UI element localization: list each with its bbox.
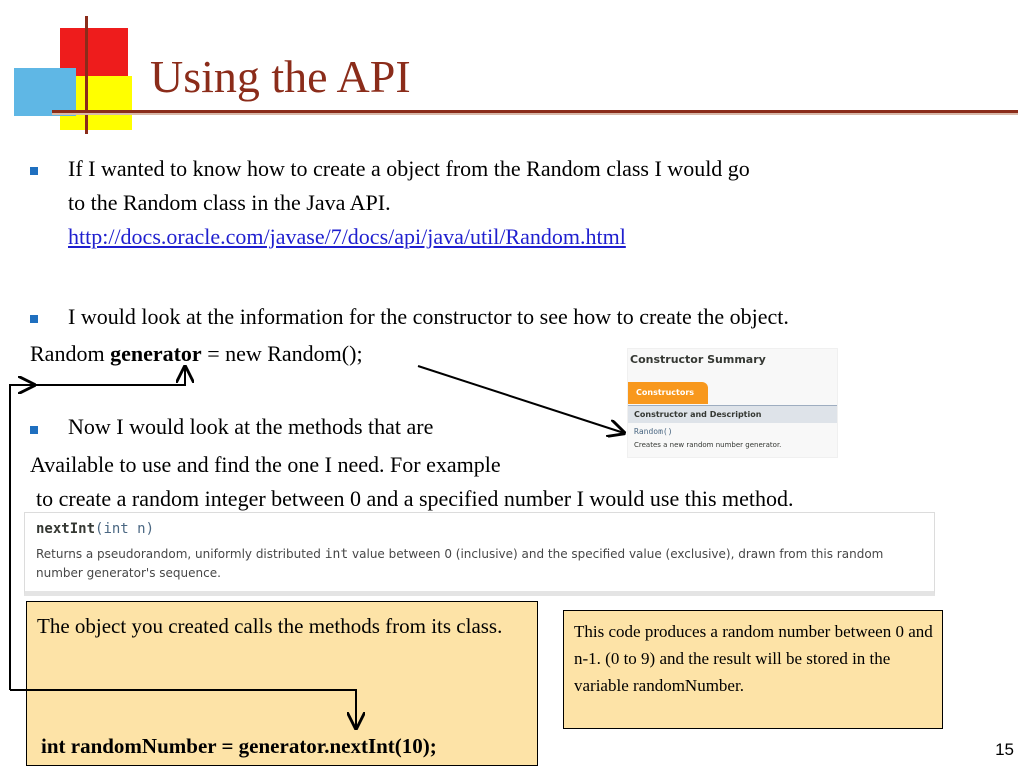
method-description-type: int xyxy=(324,547,349,562)
constructor-column-header: Constructor and Description xyxy=(628,405,837,423)
constructors-tab[interactable]: Constructors xyxy=(628,382,708,404)
callout-code-explanation-text: This code produces a random number between 0 and n-1. (0 to 9) and the result will be stored in the variable randomNumber. xyxy=(574,622,933,695)
method-params: (int n) xyxy=(95,521,155,537)
callout-object-methods-text: The object you created calls the methods from its class. xyxy=(37,614,503,638)
method-description-start: Returns a pseudorandom, uniformly distributed xyxy=(36,547,325,561)
code-line-before: Random xyxy=(30,341,111,366)
constructor-summary-heading: Constructor Summary xyxy=(630,353,766,366)
arrow-icon xyxy=(10,367,185,690)
random-number-code: int randomNumber = generator.nextInt(10); xyxy=(41,734,437,758)
bullet-1-line-2: to the Random class in the Java API. xyxy=(68,190,391,215)
slide-title: Using the API xyxy=(150,51,411,102)
constructor-description: Creates a new random number generator. xyxy=(634,441,782,449)
random-api-link[interactable]: http://docs.oracle.com/javase/7/docs/api/java/util/Random.html xyxy=(68,224,626,249)
arrow-icon xyxy=(418,366,624,433)
bullet-3-text: Now I would look at the methods that are xyxy=(68,414,434,439)
arrow-icon xyxy=(10,690,356,728)
method-description-end: value between 0 (inclusive) and the specified value (exclusive), drawn from this random number generator's sequence. xyxy=(36,547,884,580)
paragraph-line-2: to create a random integer between 0 and a specified number I would use this method. xyxy=(36,486,794,511)
code-line-after: = new Random(); xyxy=(201,341,363,366)
bullet-1-line-1: If I wanted to know how to create a object from the Random class I would go xyxy=(68,156,750,181)
method-name: nextInt xyxy=(36,521,96,537)
constructor-link[interactable]: Random() xyxy=(634,427,673,436)
page-number: 15 xyxy=(995,740,1014,759)
bullet-2-text: I would look at the information for the constructor to see how to create the object. xyxy=(68,304,789,329)
code-line-variable: generator xyxy=(110,341,202,366)
paragraph-line-1: Available to use and find the one I need. For example xyxy=(30,452,501,477)
